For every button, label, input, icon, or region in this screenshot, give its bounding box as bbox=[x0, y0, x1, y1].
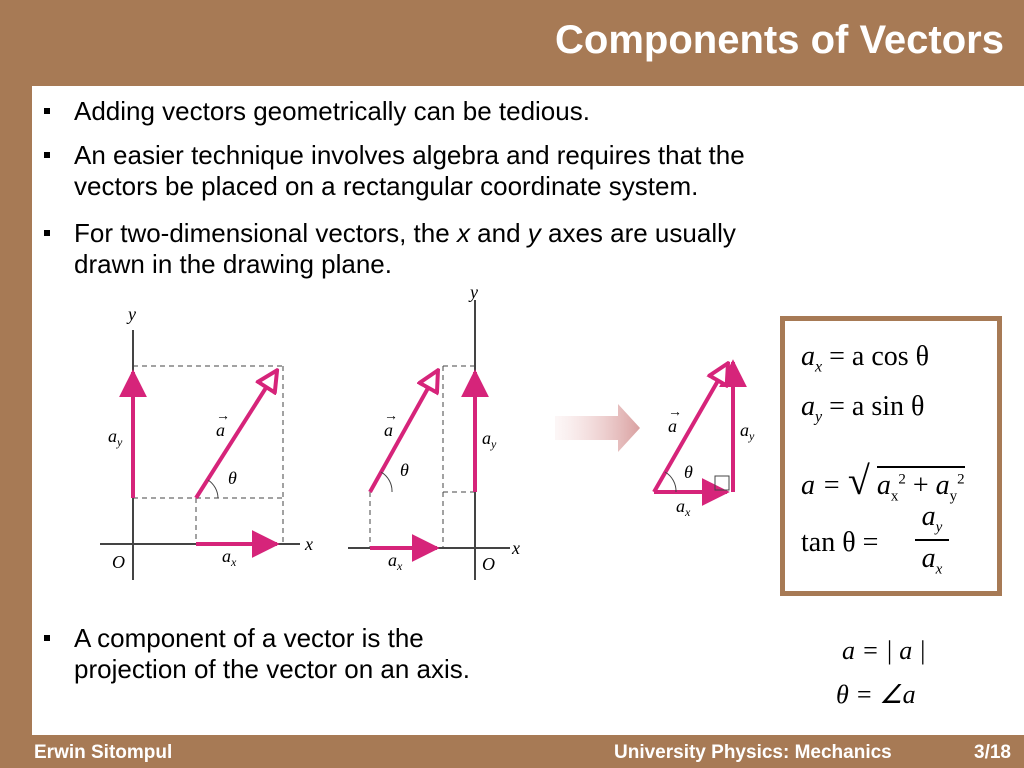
formula-tan: tan θ = bbox=[801, 527, 879, 558]
diagram-3 bbox=[654, 362, 755, 519]
angle-arc bbox=[665, 472, 676, 492]
right-arrow-icon bbox=[555, 404, 640, 452]
origin-label: O bbox=[112, 552, 125, 572]
vector-label: a bbox=[668, 416, 677, 436]
component-x-label: $a_x$ bbox=[388, 550, 403, 573]
angle-label: θ bbox=[400, 460, 409, 480]
sqrt-icon: √ bbox=[847, 458, 870, 503]
vector-arrow-icon: → bbox=[216, 409, 230, 424]
bullet-3-line-1: For two-dimensional vectors, the x and y axes are usually bbox=[74, 218, 736, 248]
bullet-1-text: Adding vectors geometrically can be tedious. bbox=[74, 96, 590, 126]
bullet-4-line-1: A component of a vector is the bbox=[74, 623, 424, 653]
sqrt-body: $a_x^2 + a_y^2$ bbox=[877, 466, 965, 501]
component-y-label: $a_y$ bbox=[108, 426, 123, 449]
bullet-4-line-2: projection of the vector on an axis. bbox=[74, 654, 471, 684]
formula-ax: $a_x = a$ cos θ bbox=[801, 341, 930, 376]
vector-label: a bbox=[216, 420, 225, 440]
component-y-label: $a_y$ bbox=[482, 428, 497, 451]
bullet-3-line-2: drawn in the drawing plane. bbox=[74, 249, 392, 279]
diagram-1 bbox=[100, 304, 313, 580]
slide-title: Components of Vectors bbox=[555, 18, 1004, 62]
origin-label: O bbox=[482, 554, 495, 574]
vector-arrow-icon: → bbox=[668, 405, 682, 420]
direction-notation: θ = ∠a bbox=[836, 680, 916, 709]
y-axis-label: y bbox=[128, 304, 136, 324]
vector-arrow-icon: → bbox=[384, 409, 398, 424]
fraction-bar bbox=[915, 539, 949, 541]
x-axis-label: x bbox=[305, 534, 313, 554]
y-axis-label: y bbox=[470, 282, 478, 302]
angle-arc bbox=[208, 480, 218, 498]
magnitude-notation: a = | a | bbox=[842, 636, 926, 665]
x-axis-label: x bbox=[512, 538, 520, 558]
formula-magnitude: a = √ $a_x^2 + a_y^2$ bbox=[801, 458, 965, 505]
component-x-label: $a_x$ bbox=[222, 546, 237, 569]
fraction-numerator: $a_y$ bbox=[921, 501, 943, 536]
bullet-2-line-1: An easier technique involves algebra and requires that the bbox=[74, 140, 745, 170]
diagram-2 bbox=[348, 282, 520, 580]
formula-box bbox=[780, 316, 1002, 596]
bullet-2-line-2: vectors be placed on a rectangular coordinate system. bbox=[74, 171, 699, 201]
fraction-denominator: $a_x$ bbox=[921, 542, 943, 578]
right-angle-marker bbox=[715, 476, 729, 490]
vector-label: a bbox=[384, 420, 393, 440]
footer-course: University Physics: Mechanics bbox=[614, 742, 892, 763]
formula-ay: $a_y = a$ sin θ bbox=[801, 391, 925, 426]
angle-label: θ bbox=[684, 462, 693, 482]
formula-fraction bbox=[915, 501, 949, 578]
footer-page-number: 3/18 bbox=[974, 742, 1011, 763]
component-x-label: $a_x$ bbox=[676, 496, 691, 519]
angle-label: θ bbox=[228, 468, 237, 488]
angle-arc bbox=[381, 472, 392, 492]
component-y-label: $a_y$ bbox=[740, 420, 755, 443]
footer-author: Erwin Sitompul bbox=[34, 742, 173, 763]
